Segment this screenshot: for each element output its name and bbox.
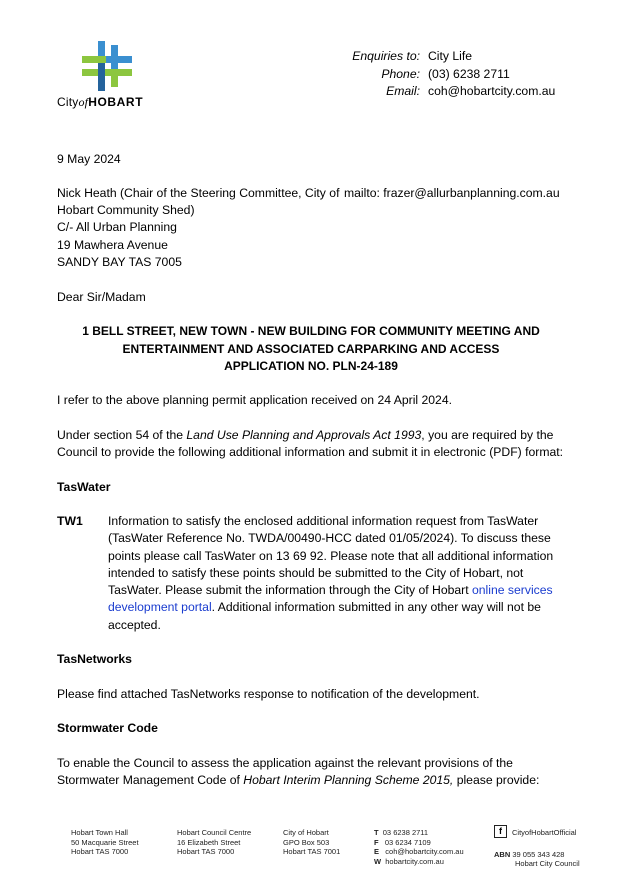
tw1-line-2: (TasWater Reference No. TWDA/00490-HCC dated 01/05/2024). To discuss these [108, 531, 551, 545]
address-line-2: Hobart Community Shed) [57, 203, 195, 217]
email-label: Email: [386, 84, 420, 98]
address-mailto: mailto: frazer@allurbanplanning.com.au [344, 186, 560, 200]
tw1-code: TW1 [57, 514, 83, 528]
stormwater-line-1: To enable the Council to assess the application against the relevant provisions of the [57, 756, 513, 770]
development-portal-link[interactable]: development portal [108, 600, 212, 614]
tw1-line-5: TasWater. Please submit the information through the City of Hobart online services [108, 583, 553, 597]
address-line-5: SANDY BAY TAS 7005 [57, 255, 182, 269]
tw1-line-6: development portal. Additional information submitted in any other way will not be [108, 600, 541, 614]
section54-line-2: Council to provide the following additional information and submit it in electronic (PDF) format: [57, 445, 564, 459]
section54-line-1: Under section 54 of the Land Use Planning and Approvals Act 1993, you are required by the [57, 428, 554, 442]
salutation: Dear Sir/Madam [57, 290, 146, 304]
stormwater-heading: Stormwater Code [57, 721, 158, 735]
tw1-line-4: intended to satisfy these points should be submitted to the City of Hobart, not [108, 566, 524, 580]
subject-heading-line-3: APPLICATION NO. PLN-24-189 [224, 359, 398, 373]
subject-heading-line-2: ENTERTAINMENT AND ASSOCIATED CARPARKING AND ACCESS [122, 342, 500, 356]
facebook-handle: CityofHobartOfficial [512, 828, 577, 837]
letter-date: 9 May 2024 [57, 152, 121, 166]
footer-council-centre: Hobart Council Centre 16 Elizabeth Street Hobart TAS 7000 [177, 828, 252, 857]
enquiries-label: Enquiries to: [352, 49, 420, 63]
abn-owner: Hobart City Council [515, 859, 580, 868]
subject-heading-line-1: 1 BELL STREET, NEW TOWN - NEW BUILDING FOR COMMUNITY MEETING AND [82, 324, 540, 338]
email-value: coh@hobartcity.com.au [428, 84, 556, 98]
intro-paragraph: I refer to the above planning permit application received on 24 April 2024. [57, 393, 452, 407]
tasnetworks-paragraph: Please find attached TasNetworks response to notification of the development. [57, 687, 480, 701]
tasnetworks-heading: TasNetworks [57, 652, 132, 666]
footer-town-hall: Hobart Town Hall 50 Macquarie Street Hobart TAS 7000 [71, 828, 139, 857]
facebook-icon: f [494, 825, 507, 838]
online-services-link[interactable]: online services [472, 583, 553, 597]
tw1-line-3: points please call TasWater on 13 69 92. Please note that all additional information [108, 549, 554, 563]
city-of-hobart-logo [82, 41, 134, 93]
stormwater-line-2: Stormwater Management Code of Hobart Interim Planning Scheme 2015, please provide: [57, 773, 540, 787]
enquiries-value: City Life [428, 49, 473, 63]
tw1-line-1: Information to satisfy the enclosed additional information request from TasWater [108, 514, 539, 528]
address-line-4: 19 Mawhera Avenue [57, 238, 168, 252]
footer-contacts: T 03 6238 2711 F 03 6234 7109 E coh@hobartcity.com.au W hobartcity.com.au [374, 828, 464, 866]
address-line-1: Nick Heath (Chair of the Steering Committee, City of [57, 186, 340, 200]
address-line-3: C/- All Urban Planning [57, 220, 177, 234]
phone-label: Phone: [381, 67, 420, 81]
phone-value: (03) 6238 2711 [428, 67, 510, 81]
taswater-heading: TasWater [57, 480, 111, 494]
logo-wordmark: CityofHOBART [57, 95, 144, 109]
footer-postal: City of Hobart GPO Box 503 Hobart TAS 7001 [283, 828, 341, 857]
abn: ABN 39 055 343 428 [494, 850, 565, 859]
tw1-line-7: accepted. [108, 618, 161, 632]
